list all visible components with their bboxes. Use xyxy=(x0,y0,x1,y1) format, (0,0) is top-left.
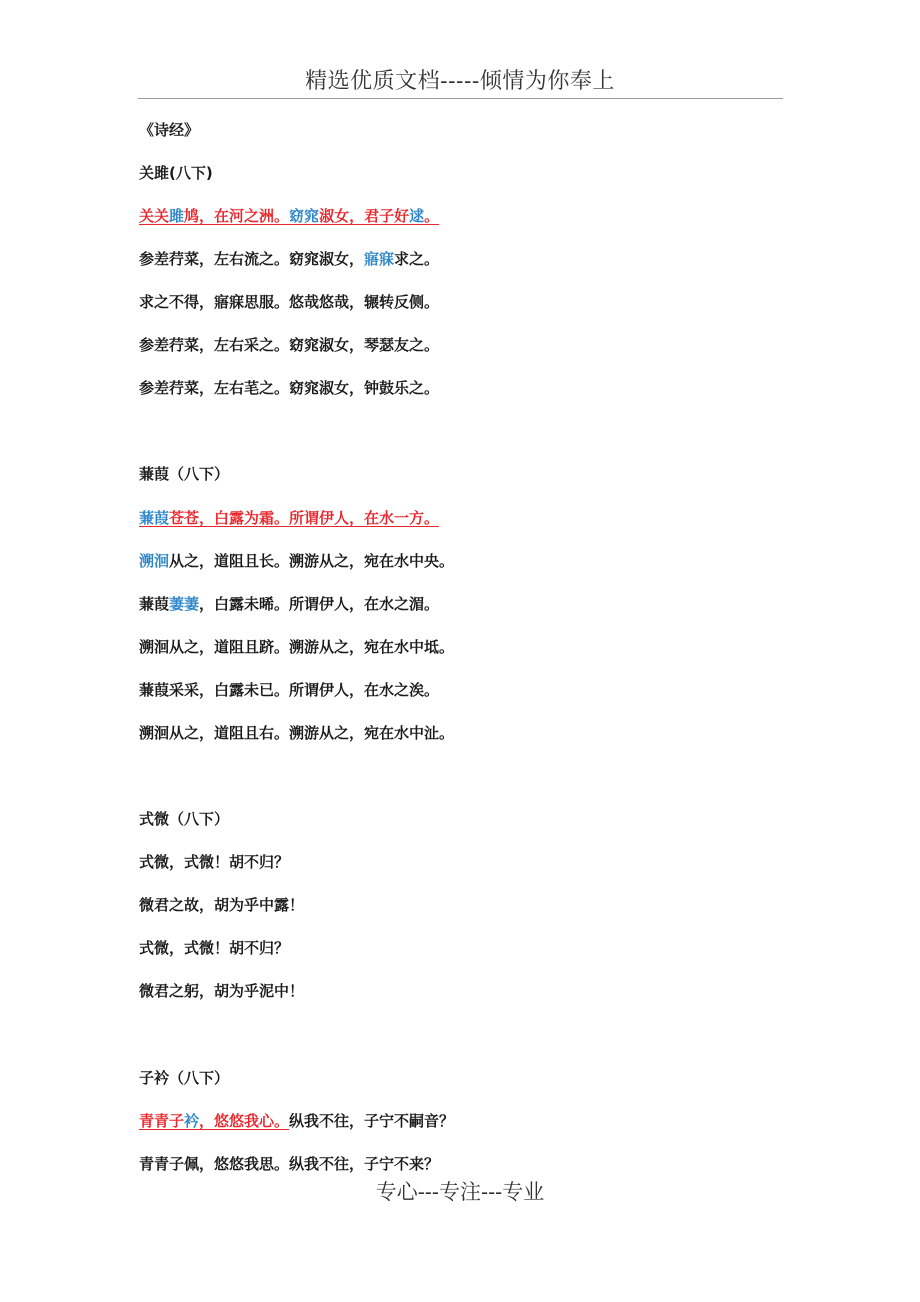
guanju-line-3: 求之不得，寤寐思服。悠哉悠哉，辗转反侧。 xyxy=(139,293,440,311)
shiwei-line-1: 式微，式微！胡不归？ xyxy=(139,853,290,871)
poem-title-shiwei: 式微（八下） xyxy=(139,810,230,828)
shiwei-line-3: 式微，式微！胡不归？ xyxy=(139,939,290,957)
guanju-line-2 xyxy=(139,249,439,269)
text-span: 求之。 xyxy=(394,250,440,268)
jianjia-line-5: 蒹葭采采，白露未已。所谓伊人，在水之涘。 xyxy=(139,681,440,699)
text-span: 萋萋 xyxy=(169,595,200,613)
jianjia-line-3 xyxy=(139,594,439,614)
text-span: 寤寐 xyxy=(364,250,395,268)
text-span: 苍苍，白露为霜。所谓伊人，在水一方。 xyxy=(169,509,440,527)
guanju-line-4: 参差荇菜，左右采之。窈窕淑女，琴瑟友之。 xyxy=(139,336,440,354)
text-span: 溯洄 xyxy=(139,552,170,570)
jianjia-line-1 xyxy=(139,508,439,528)
jianjia-line-4: 溯洄从之，道阻且跻。溯游从之，宛在水中坻。 xyxy=(139,638,455,656)
poem-title-zijin: 子衿（八下） xyxy=(139,1069,230,1087)
zijin-line-1 xyxy=(139,1111,454,1131)
text-span: 纵我不往，子宁不嗣音？ xyxy=(289,1112,455,1130)
text-span: ，白露未晞。所谓伊人，在水之湄。 xyxy=(199,595,440,613)
text-span: 逑 xyxy=(409,207,425,225)
text-span: 蒹葭 xyxy=(139,595,170,613)
shiwei-line-2: 微君之故，胡为乎中露！ xyxy=(139,896,305,914)
header-divider xyxy=(138,98,783,99)
text-span: ，悠悠我心。 xyxy=(199,1112,290,1130)
poem-title-jianjia: 蒹葭（八下） xyxy=(139,465,230,483)
zijin-line-2: 青青子佩，悠悠我思。纵我不往，子宁不来？ xyxy=(139,1155,440,1173)
poem-title-guanju: 关雎(八下) xyxy=(139,164,213,182)
text-span: 雎 xyxy=(169,207,185,225)
text-span: 关关 xyxy=(139,207,170,225)
text-span: 淑女，君子好 xyxy=(319,207,410,225)
underlined-segment xyxy=(139,1112,289,1130)
text-span: 蒹葭 xyxy=(139,509,170,527)
text-span: 从之，道阻且长。溯游从之，宛在水中央。 xyxy=(169,552,455,570)
text-span: 。 xyxy=(424,207,440,225)
text-span: 鸠，在河之洲。 xyxy=(184,207,290,225)
guanju-line-1 xyxy=(139,206,439,226)
page-footer: 专心---专注---专业 xyxy=(375,1180,545,1204)
page-header: 精选优质文档-----倾情为你奉上 xyxy=(305,69,615,94)
shiwei-line-4: 微君之躬，胡为乎泥中！ xyxy=(139,982,305,1000)
jianjia-line-6: 溯洄从之，道阻且右。溯游从之，宛在水中沚。 xyxy=(139,724,455,742)
text-span: 青青子 xyxy=(139,1112,185,1130)
text-span: 衿 xyxy=(184,1112,200,1130)
guanju-line-5: 参差荇菜，左右芼之。窈窕淑女，钟鼓乐之。 xyxy=(139,379,440,397)
jianjia-line-2 xyxy=(139,551,454,571)
text-span: 窈窕 xyxy=(289,207,320,225)
book-title: 《诗经》 xyxy=(139,121,200,139)
text-span: 参差荇菜，左右流之。窈窕淑女， xyxy=(139,250,365,268)
